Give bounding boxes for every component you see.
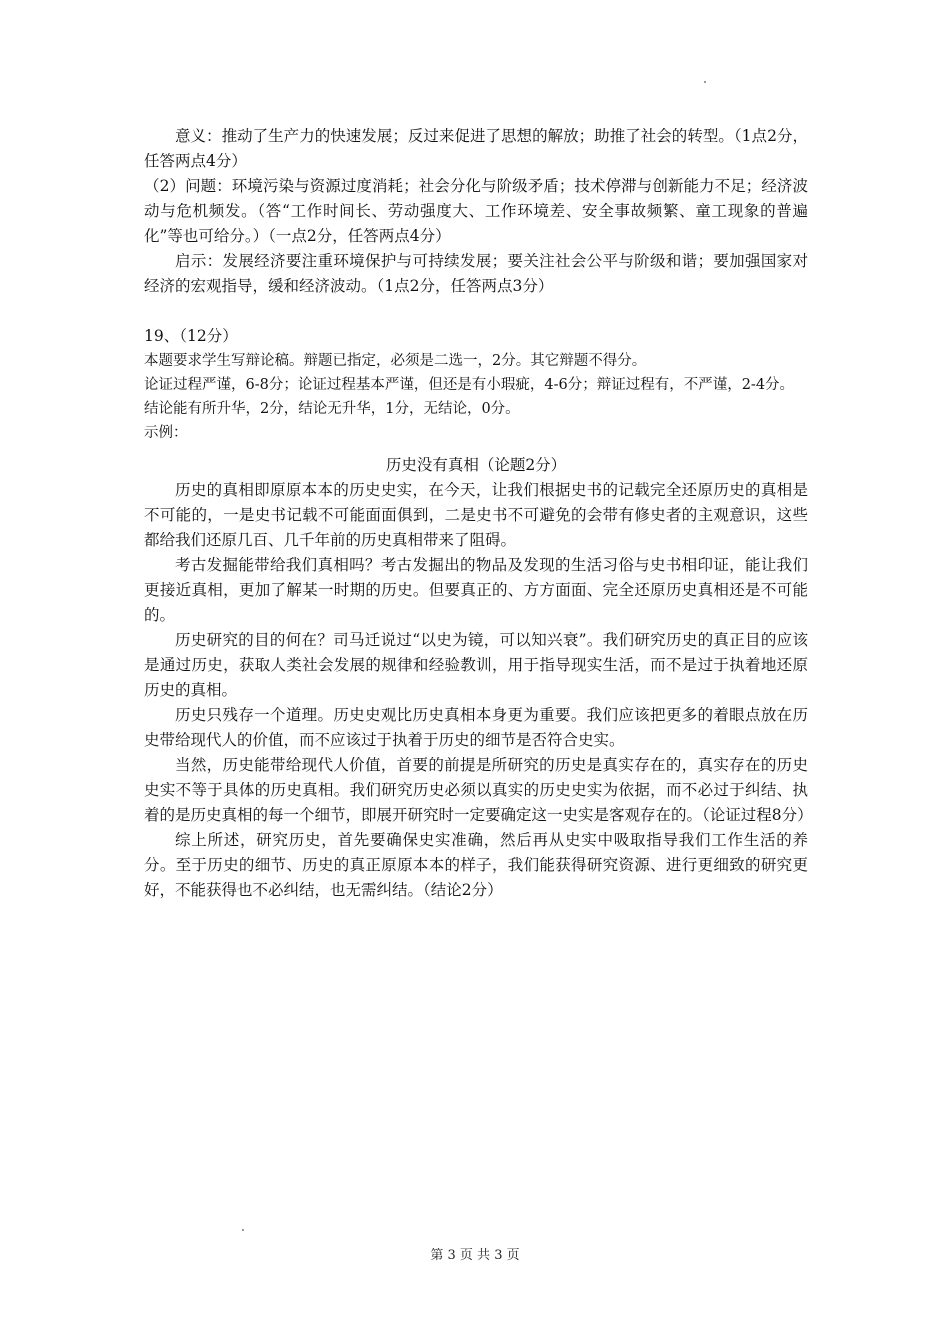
essay-paragraph: 历史只残存一个道理。历史史观比历史真相本身更为重要。我们应该把更多的着眼点放在历史带给现代人的价值，而不应该过于执着于历史的细节是否符合史实。 bbox=[144, 706, 808, 749]
essay-paragraph: 历史研究的目的何在？司马迁说过“以史为镜，可以知兴衰”。我们研究历史的真正目的应该是通过历史，获取人类社会发展的规律和经验教训，用于指导现实生活，而不是过于执着地还原历史的真相。 bbox=[144, 631, 808, 699]
scoring-rule-3: 结论能有所升华，2分，结论无升华，1分，无结论，0分。 bbox=[144, 401, 520, 417]
scan-mark-bottom bbox=[242, 1229, 244, 1231]
scan-mark-top bbox=[704, 81, 706, 83]
scoring-rule-2: 论证过程严谨，6-8分；论证过程基本严谨，但还是有小瑕疵，4-6分；辩证过程有，不严谨，2-4分。 bbox=[144, 377, 795, 393]
scoring-rule-1: 本题要求学生写辩论稿。辩题已指定，必须是二选一，2分。其它辩题不得分。 bbox=[144, 353, 647, 369]
essay-paragraph: 历史的真相即原原本本的历史史实，在今天，让我们根据史书的记载完全还原历史的真相是不可能的，一是史书记载不可能面面俱到，二是史书不可避免的会带有修史者的主观意识，这些都给我们还原几百、几千年前的历史真相带来了阻碍。 bbox=[144, 481, 808, 549]
insight-paragraph: 启示：发展经济要注重环境保护与可持续发展；要关注社会公平与阶级和谐；要加强国家对经济的宏观指导，缓和经济波动。（1点2分，任答两点3分） bbox=[144, 252, 808, 295]
essay-paragraph: 考古发掘能带给我们真相吗？考古发掘出的物品及发现的生活习俗与史书相印证，能让我们更接近真相，更加了解某一时期的历史。但要真正的、方方面面、完全还原历史真相还是不可能的。 bbox=[144, 556, 808, 624]
problem-paragraph: （2）问题：环境污染与资源过度消耗；社会分化与阶级矛盾；技术停滞与创新能力不足；经济波动与危机频发。（答“工作时间长、劳动强度大、工作环境差、安全事故频繁、童工现象的普遍化”等也可给分。）（一点2分，任答两点4分） bbox=[144, 177, 808, 245]
essay-paragraph: 当然，历史能带给现代人价值，首要的前提是所研究的历史是真实存在的，真实存在的历史史实不等于具体的历史真相。我们研究历史必须以真实的历史史实为依据，而不必过于纠结、执着的是历史真相的每一个细节，即展开研究时一定要确定这一史实是客观存在的。（论证过程8分） bbox=[144, 756, 813, 824]
spacer bbox=[144, 299, 808, 324]
question-19-heading: 19、（12分） bbox=[144, 327, 238, 345]
document-body bbox=[144, 124, 813, 903]
page-number: 第 3 页 共 3 页 bbox=[430, 1248, 520, 1263]
meaning-paragraph: 意义：推动了生产力的快速发展；反过来促进了思想的解放；助推了社会的转型。（1点2分，任答两点4分） bbox=[144, 127, 808, 170]
essay-title: 历史没有真相（论题2分） bbox=[385, 456, 567, 474]
example-label: 示例： bbox=[144, 425, 188, 441]
essay-paragraph: 综上所述，研究历史，首先要确保史实准确，然后再从史实中吸取指导我们工作生活的养分。至于历史的细节、历史的真正原原本本的样子，我们能获得研究资源、进行更细致的研究更好，不能获得也不必纠结，也无需纠结。（结论2分） bbox=[144, 831, 808, 899]
